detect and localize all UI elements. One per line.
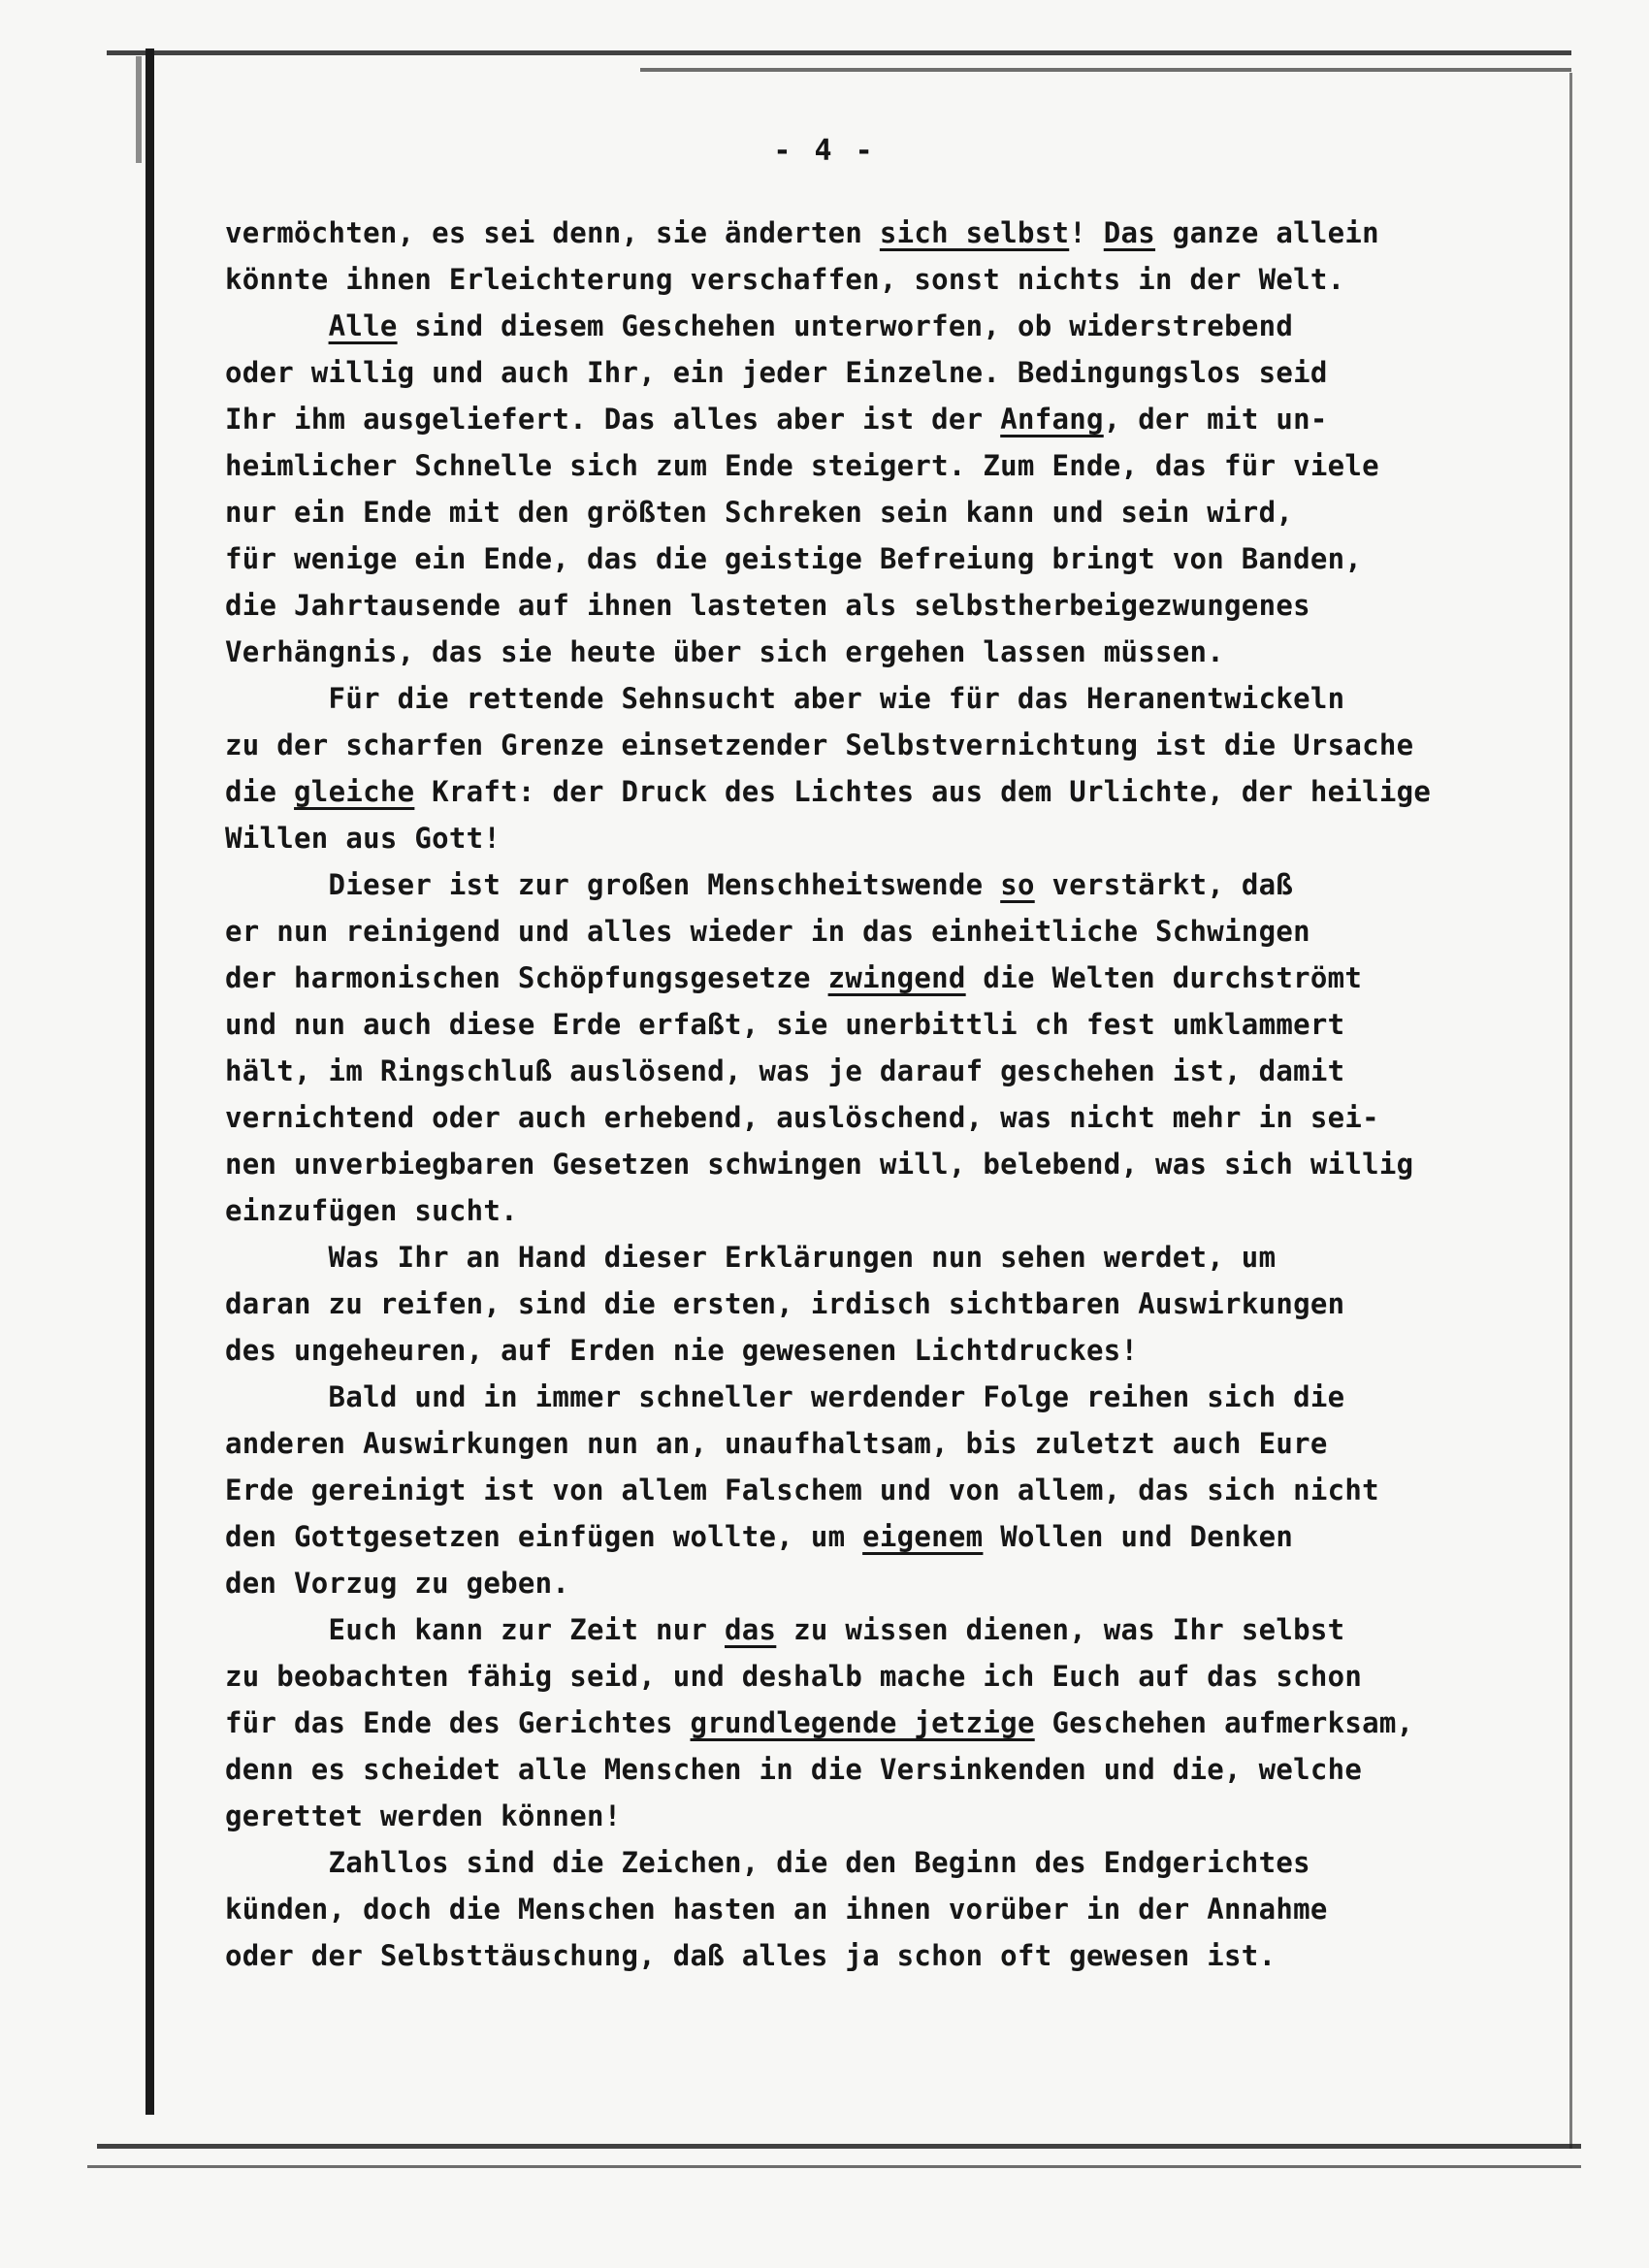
text-segment: den Gottgesetzen einfügen wollte, um [225,1520,863,1553]
text-line [225,821,501,856]
text-line [225,1892,1328,1927]
text-segment: nen unverbiegbaren Gesetzen schwingen will, belebend, was sich willig [225,1148,1414,1181]
text-segment: Verhängnis, das sie heute über sich ergehen lassen müssen. [225,635,1225,668]
underlined-text: zwingend [827,961,966,994]
underlined-text: Alle [328,309,398,342]
underlined-text: sich selbst [879,216,1070,249]
text-segment: hält, im Ringschluß auslösend, was je darauf geschehen ist, damit [225,1054,1345,1087]
text-segment: die Welten durchströmt [965,961,1363,994]
text-segment: einzufügen sucht. [225,1194,518,1227]
text-line [225,1519,1293,1554]
text-segment: Willen aus Gott! [225,822,501,855]
text-segment: für wenige ein Ende, das die geistige Befreiung bringt von Banden, [225,542,1363,575]
text-segment: oder willig und auch Ihr, ein jeder Einzelne. Bedingungslos seid [225,356,1328,389]
text-segment: könnte ihnen Erleichterung verschaffen, sonst nichts in der Welt. [225,263,1345,296]
text-segment: ! [1069,216,1104,249]
underlined-text: eigenem [862,1520,984,1553]
text-line [225,1612,1344,1647]
underlined-text: grundlegende jetzige [690,1706,1035,1739]
text-segment: , der mit un- [1103,403,1328,436]
text-segment: daran zu reifen, sind die ersten, irdisch sichtbaren Auswirkungen [225,1287,1345,1320]
text-line [225,1566,569,1601]
text-segment: und nun auch diese Erde erfaßt, sie unerbittli ch fest umklammert [225,1008,1345,1041]
text-segment: er nun reinigend und alles wieder in das einheitliche Schwingen [225,915,1310,948]
text-segment: die Jahrtausende auf ihnen lasteten als selbstherbeigezwungenes [225,589,1310,622]
text-segment: zu wissen dienen, was Ihr selbst [776,1613,1345,1646]
text-segment: Bald und in immer schneller werdender Folge reihen sich die [225,1380,1345,1413]
text-segment: die [225,775,295,808]
text-line [225,541,1362,576]
scan-border-right [1569,73,1572,2149]
text-segment: Geschehen aufmerksam, [1034,1706,1414,1739]
text-segment: gerettet werden können! [225,1799,622,1832]
text-segment: oder der Selbsttäuschung, daß alles ja schon oft gewesen ist. [225,1939,1277,1972]
text-segment: den Vorzug zu geben. [225,1567,570,1600]
text-segment: Erde gereinigt ist von allem Falschem und von allem, das sich nicht [225,1474,1379,1507]
text-line [225,1333,1138,1368]
text-line [225,588,1310,623]
text-line [225,1193,518,1228]
text-segment: Zahllos sind die Zeichen, die den Beginn des Endgerichtes [225,1846,1310,1879]
text-segment [225,309,329,342]
text-line [225,355,1328,390]
text-line [225,262,1344,297]
text-segment: nur ein Ende mit den größten Schreken sein kann und sein wird, [225,496,1294,529]
text-line [225,774,1431,809]
text-line [225,1007,1344,1042]
scan-border-bottom [97,2144,1581,2149]
underlined-text: das [725,1613,777,1646]
text-line [225,1426,1328,1461]
text-line [225,1705,1413,1740]
text-line [225,1659,1362,1694]
text-line [225,1845,1310,1880]
text-segment: zu der scharfen Grenze einsetzender Selbstvernichtung ist die Ursache [225,729,1414,761]
text-segment: der harmonischen Schöpfungsgesetze [225,961,828,994]
text-segment: denn es scheidet alle Menschen in die Versinkenden und die, welche [225,1753,1363,1786]
text-line [225,1752,1362,1787]
text-segment: künden, doch die Menschen hasten an ihnen vorüber in der Annahme [225,1893,1328,1926]
text-line [225,1379,1344,1414]
text-line [225,495,1293,530]
text-line [225,1938,1276,1973]
text-segment: Was Ihr an Hand dieser Erklärungen nun sehen werdet, um [225,1241,1277,1274]
text-line [225,402,1328,437]
text-segment: verstärkt, daß [1034,868,1294,901]
text-segment: vernichtend oder auch erhebend, auslöschend, was nicht mehr in sei- [225,1101,1379,1134]
underlined-text: Das [1103,216,1156,249]
text-line [225,914,1310,949]
underlined-text: so [1000,868,1035,901]
text-line [225,960,1362,995]
text-segment: für das Ende des Gerichtes [225,1706,691,1739]
text-segment: Euch kann zur Zeit nur [225,1613,726,1646]
text-segment: Für die rettende Sehnsucht aber wie für das Heranentwickeln [225,682,1345,715]
text-segment: anderen Auswirkungen nun an, unaufhaltsam, bis zuletzt auch Eure [225,1427,1328,1460]
text-line [225,215,1379,250]
scan-border-top [107,50,1571,55]
text-segment: Dieser ist zur großen Menschheitswende [225,868,1001,901]
text-line [225,681,1344,716]
text-segment: Ihr ihm ausgeliefert. Das alles aber ist der [225,403,1001,436]
text-line [225,448,1379,483]
text-line [225,1798,621,1833]
text-segment: Wollen und Denken [983,1520,1294,1553]
text-line [225,1473,1379,1507]
underlined-text: Anfang [1000,403,1104,436]
text-line [225,1240,1276,1275]
text-segment: vermöchten, es sei denn, sie änderten [225,216,880,249]
text-line [225,1147,1413,1182]
text-line [225,867,1293,902]
scan-border-top-secondary [640,68,1571,72]
text-line [225,634,1224,669]
scan-border-bottom-secondary [87,2165,1581,2168]
text-segment: heimlicher Schnelle sich zum Ende steigert. Zum Ende, das für viele [225,449,1379,482]
text-segment: des ungeheuren, auf Erden nie gewesenen Lichtdruckes! [225,1334,1139,1367]
text-segment: ganze allein [1155,216,1379,249]
underlined-text: gleiche [294,775,415,808]
scan-border-left [146,49,154,2115]
text-segment: sind diesem Geschehen unterworfen, ob widerstrebend [397,309,1294,342]
text-segment: zu beobachten fähig seid, und deshalb mache ich Euch auf das schon [225,1660,1363,1693]
text-segment: Kraft: der Druck des Lichtes aus dem Urlichte, der heilige [414,775,1432,808]
text-line [225,1286,1344,1321]
text-line [225,1100,1379,1135]
text-line [225,728,1413,762]
page-number: - 4 - [773,134,876,168]
text-line [225,1053,1344,1088]
text-line [225,308,1293,343]
